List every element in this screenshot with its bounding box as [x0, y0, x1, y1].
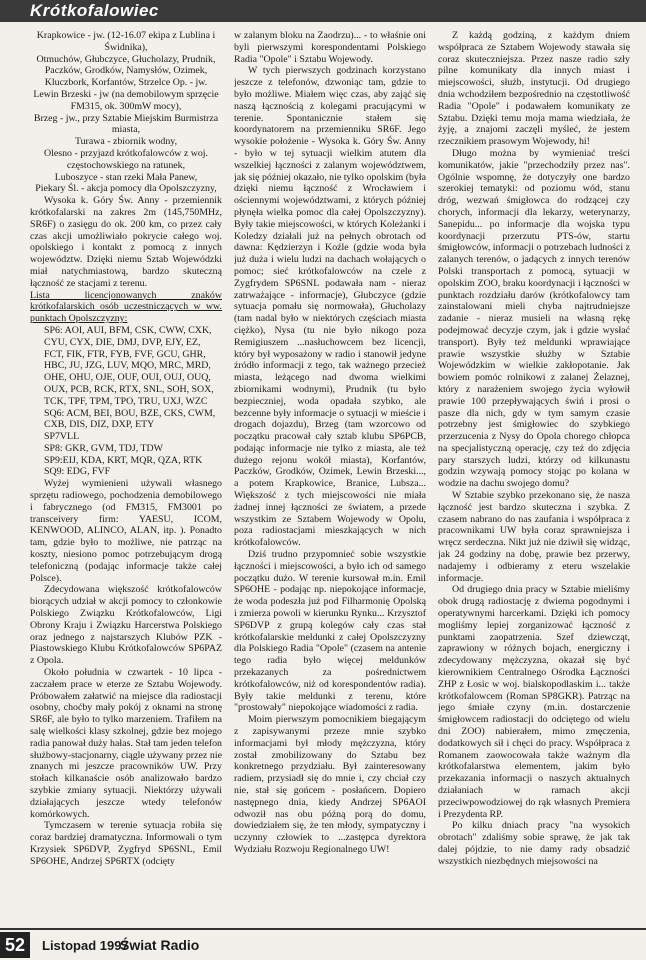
page-footer [0, 928, 646, 960]
callsign-list: SP6: AOI, AUI, BFM, CSK, CWW, CXK, CYU, CYX, DIE, DMJ, DVP, EJY, EZ, FCT, FIK, FTR, FYB, FVF, GCU, GHR, HBC, JU, JZG, LUV, MQO, MRC, MRD, OHE, OHU, OJE, OUF, OUI, OUJ, OUQ, OUX, PCB, RCK, RTX, SNL, SOH, SOX, TCK, TPF, TPM, TPO, TRU, UXJ, WZC [44, 324, 214, 407]
paragraph: Długo można by wymieniać treści komunikatów, jakie "przechodziły przez nas". Ogólnie wspomnę, że dotyczyły one bardzo szerokiej tematyki: od poziomu wód, stanu dróg, wezwań śmigłowca do rodzącej czy chorych, informacji dla lekarzy, weterynarzy, Sanepidu... po informacje dla wojska typu koordynacji przerzutu PTS-ów, startu śmigłowców, informacji o potrzebach ludności z zalanych terenów, o jadących z innych terenów Polski transportach z pomocą, sytuacji w opolskim ZOO, braku koordynacji i łączności w punktach rozdziału darów (krótkofalowcy tam zainstalowani mieli chyba najtrudniejsze zadanie - nieraz musieli na własną rękę podejmować decyzje czym, jak i gdzie wysłać transport). Były też meldunki wprawiające prawie wszystkie służby w Sztabie Wojewódzkim w wielkie zakłopotanie. Jak bowiem pomóc rolnikowi z zalanej Żelaznej, który z narażeniem swojego życia wyłowił prawie 100 przepływających świń i prosi o pasze dla nich, gdy w tym samym czasie potrzebny jest śmigłowiec do szybkiego przerzucenia z Nysy do Opola chorego chłopca na specjalistyczną operację, czy też do zdjęcia pary starszych ludzi, którzy od kilkunastu godzin wzywają pomocy stojąc po kolana w wodzie na dachu swojego domu? [438, 147, 630, 490]
text-column-1 [30, 30, 222, 922]
callsign-list: SP9:EIJ, KDA, KRT, MQR, QZA, RTK [44, 454, 203, 466]
paragraph: Piekary Śl. - akcja pomocy dla Opolszczyzny, [35, 183, 217, 195]
paragraph: Luboszyce - stan rzeki Mała Panew, [54, 171, 198, 183]
section-header-bar [0, 0, 646, 22]
paragraph: Krapkowice - jw. (12-16.07 ekipa z Lublina i Świdnika), [36, 30, 216, 53]
callsign-list: SP7VLL [44, 431, 80, 443]
issue-date: Listopad 1997 [42, 938, 129, 953]
text-column-3 [438, 30, 630, 922]
paragraph: w zalanym bloku na Zaodrzu)... - to właśnie oni byli pierwszymi korespondentami Polskiego Radia "Opole" i Sztabu Wojewody. [234, 30, 426, 65]
paragraph: Olesno - przyjazd krótkofalowców z woj. częstochowskiego na ratunek, [44, 147, 208, 171]
paragraph: Wyżej wymienieni używali własnego sprzętu radiowego, pochodzenia demobilowego i fabrycznego (od FM315, FM3001 po transceivery firm: YAESU, ICOM, KENWOOD, ALINCO, ALAN, itp. ). Ponadto tam, gdzie było to możliwe, nie patrząc na koszty, niesiono pomoc potrzebującym drogą telefoniczną (podając informacje także całej Polsce). [30, 478, 222, 584]
paragraph: Wysoka k. Góry Św. Anny - przemiennik krótkofalarski na zakres 2m (145,750MHz, SR6F) o zasięgu do ok. 200 km, co przez cały czas akcji umożliwiało pokrycie całego woj. opolskiego i kontakt z pomocą z innych województw. Dzięki niemu Sztab Wojewódzki miał natychmiastową, bardzo skuteczną łączność ze stacjami z terenu. [30, 195, 222, 289]
paragraph: W Sztabie szybko przekonano się, że nasza łączność jest bardzo skuteczna i szybka. Z czasem nabrano do nas zaufania i współpraca z pracownikami UW była coraz sprawniejsza i wręcz serdeczna. Nikt już nie dziwił się widząc, jak 24 godziny na dobę, prawie bez przerwy, nadajemy i odbieramy z eteru wszelakie informacje. [438, 490, 630, 584]
article-body [30, 30, 630, 922]
callsign-list: SQ9: EDG, FVF [44, 466, 111, 478]
section-title: Krótkofalowiec [30, 1, 159, 20]
text-column-2 [234, 30, 426, 922]
paragraph: Dziś trudno przypomnieć sobie wszystkie łączności i miejscowości, a było ich od samego początku dużo. W terenie kursował m.in. Emil SP6OHE - podając np. niepokojące informacje, że woda podeszła już pod Filharmonię Opolską i zmierza powoli w kierunku Rynku... Krzysztof SP6DVP z grupą kolegów cały czas stał krótkofalarskie meldunki z całej Opolszczyzny dla Polskiego Radia "Opole" (czasem na antenie tego radia było więcej meldunków przekazanych za pośrednictwem krótkofalowców, niż od korespondentów radia). Były takie meldunki z terenu, które "prostowały" niepokojące wiadomości z radia. [234, 549, 426, 714]
paragraph: Około południa w czwartek - 10 lipca - zaczałem prace w eterze ze Sztabu Wojewody. Próbowałem załatwić na miejsce dla radiostacji osobny, choćby mały pokój z oknami na stronę SR6F, ale było to tylko marzeniem. Trafiłem na salę wielkości klasy szkolnej, gdzie bez mojego radia panował duży hałas. Stał tam jeden telefon służbowy-stacjonarny, ciągle używany przez nie znanych mi jeszcze pracowników UW. Przy stołach kilkanaście osób analizowało bardzo szybkie zmiany sytuacji. Niektórzy używali działających jeszcze wtedy telefonów komórkowych. [30, 667, 222, 820]
underlined-heading: Lista licencjonowanych znaków krótkofalarskich osób uczestniczących w ww. punktach Opolszczyzny: [30, 289, 222, 325]
paragraph: Moim pierwszym pomocnikiem biegającym z zapisywanymi przeze mnie szybko informacjami był młody mężczyzna, który został zmobilizowany do Sztabu bez konkretnego przydziału. Był zainteresowany radiem, przysiadł się do mnie i, czy chciał czy nie, stał się gońcem - posłańcem. Dopiero następnego dnia, kiedy Andrzej SP6AOI odwoził nas obu późną porą do domu, dowiedziałem się, że ten młody, sympatyczny i uczynny człowiek to ...zastępca dyrektora Wydziału Rozwoju Regionalnego UW! [234, 714, 426, 855]
callsign-list: SQ6: ACM, BEI, BOU, BZE, CKS, CWM, CXB, DIS, DIZ, DXP, ETY [44, 407, 216, 431]
paragraph: Turawa - zbiornik wodny, [74, 136, 178, 148]
paragraph: Lewin Brzeski - jw (na demobilowym sprzęcie FM315, ok. 300mW mocy), [33, 88, 219, 112]
paragraph: W tych pierwszych godzinach korzystano jeszcze z telefonów, dzwoniąc tam, gdzie to było możliwe. Miałem więc czas, aby zająć się naszą łącznością z kolegami pracującymi w terenie. Spontanicznie stałem się koordynatorem na przemienniku SR6F. Jego wysokie położenie - Wysoka k. Góry Św. Anny - było w tej sytuacji wielkim atutem dla wszelkiej łączności z zalanym województwem, jak się później okazało, nie tylko opolskim (była dzięki niemu łączność z Wrocławiem i ościennymi województwami, z których później płynęła wielka pomoc dla całej Opolszczyzny). Były takie miejscowości, w których Koleżanki i Koledzy działali już na pełnych obrotach od dawna: Kędzierzyn i Koźle (gdzie woda była już duża i wielu ludzi na dachach wołających o pomoc; sieć krótkofalowców na czele z Zygfrydem SP6SNL podawała nam - nieraz zatrważające - informacje), Głubczyce (gdzie sytuacja pomału się normowała), Głucholazy (tam nadal było w niektórych częściach miasta ciężko), Nysa (tu nie było nikogo poza Remigiuszem ...nasłuchowcem bez licencji, który był wyposażony w radio i stanowił jedyne źródło informacji z tego, tak ważnego przecież miasta, leżącego nad dwoma wielkimi zbiornikami wodnymi), Prudnik (tu było bezpieczniej, woda opadała szybko, ale bezcenne były informacje o sytuacji w mieście i drogach dojazdu), Brzeg (tam wzorcowo od początku pracował cały sztab klubu SP6PCB, podając informacje nie tylko z miasta, ale też dużego rejonu wokół miasta), Korfantów, Paczków, Grodków, Ozimek, Lewin Brzeski..., a potem Krapkowice, Branice, Lubsza... Większość z tych miejscowości nie miała żadnej innej łączności ze światem, a przede wszystkim ze Sztabem Wojewody w Opolu, poza radiostacjami mieszkających w nich krótkofalowców. [234, 65, 426, 549]
paragraph: Tymczasem w terenie sytuacja robiła się coraz bardziej dramatyczna. Informowali o tym Krzysiek SP6DVP, Zygfryd SP6SNL, Emil SP6OHE, Andrzej SP6RTX (odcięty [30, 820, 222, 867]
paragraph: Od drugiego dnia pracy w Sztabie mieliśmy obok drugą radiostację z dwiema pogodnymi i operatywnymi harcerkami. Dzięki ich pomocy mogliśmy lepiej zorganizować łączność z punktami zaopatrzenia. Szef dziewcząt, zaprawiony w różnych bojach, energiczny i zdecydowany mężczyzna, okazał się być kierownikiem Centralnego Ośrodka Łączności ZHP z Łosic w woj. bialskopodlaskim i... także krótkofalowcem (Roman SP8GKR). Patrząc na jego śmiałe czyny (m.in. dostarczenie śmigłowcem radiostacji do odciętego od wielu dni ZOO) nabierałem, mimo zmęczenia, dodatkowych sił i chęci do pracy. Współpraca z Romanem zaowocowała także ważnym dla krótkofalarstwa elementem, jakim było przekazania informacji o naszych aktualnych działaniach w ramach akcji przeciwpowodziowej do rąk własnych Premiera i Prezydenta RP. [438, 584, 630, 820]
page-number: 52 [0, 932, 30, 958]
paragraph: Brzeg - jw., przy Sztabie Miejskim Burmistrza miasta, [33, 112, 219, 136]
paragraph: Po kilku dniach pracy "na wysokich obrotach" zdaliśmy sobie sprawę, że jak tak dalej pójdzie, to nie damy rady obsadzić wszystkich niezbędnych miejsowości na [438, 820, 630, 867]
callsign-list: SP8: GKR, GVM, TDJ, TDW [44, 442, 163, 454]
paragraph: Zdecydowana większość krótkofalowców biorących udział w akcji pomocy to członkowie Polskiego Związku Krótkofalowców, Ligi Obrony Kraju i Związku Harcerstwa Polskiego oraz jednego z najstarszych Klubów PZK - Piastowskiego Klubu Krótkofalowców SP6PAZ z Opola. [30, 584, 222, 667]
magazine-name: Świat Radio [120, 937, 200, 953]
paragraph: Otmuchów, Głubczyce, Głucholazy, Prudnik, Paczków, Grodków, Namysłów, Ozimek, Kluczbork, Korfantów, Strzelce Op. - jw. [36, 53, 216, 89]
paragraph: Z każdą godziną, z każdym dniem współpraca ze Sztabem Wojewody stawała się coraz skuteczniejsza. Przez nasze radio szły pilne komunikaty dla innych miast i miejscowości, służb, instytucji. Od drugiego dnia wchodziłem bezpośrednio na częstotliwość Radia "Opole" i podawałem komunikaty ze Sztabu. Dzięki temu moja mama wiedziała, że żyję, a znajomi zaczęli myśleć, że jestem rzecznikiem prasowym Wojewody, hi! [438, 30, 630, 148]
